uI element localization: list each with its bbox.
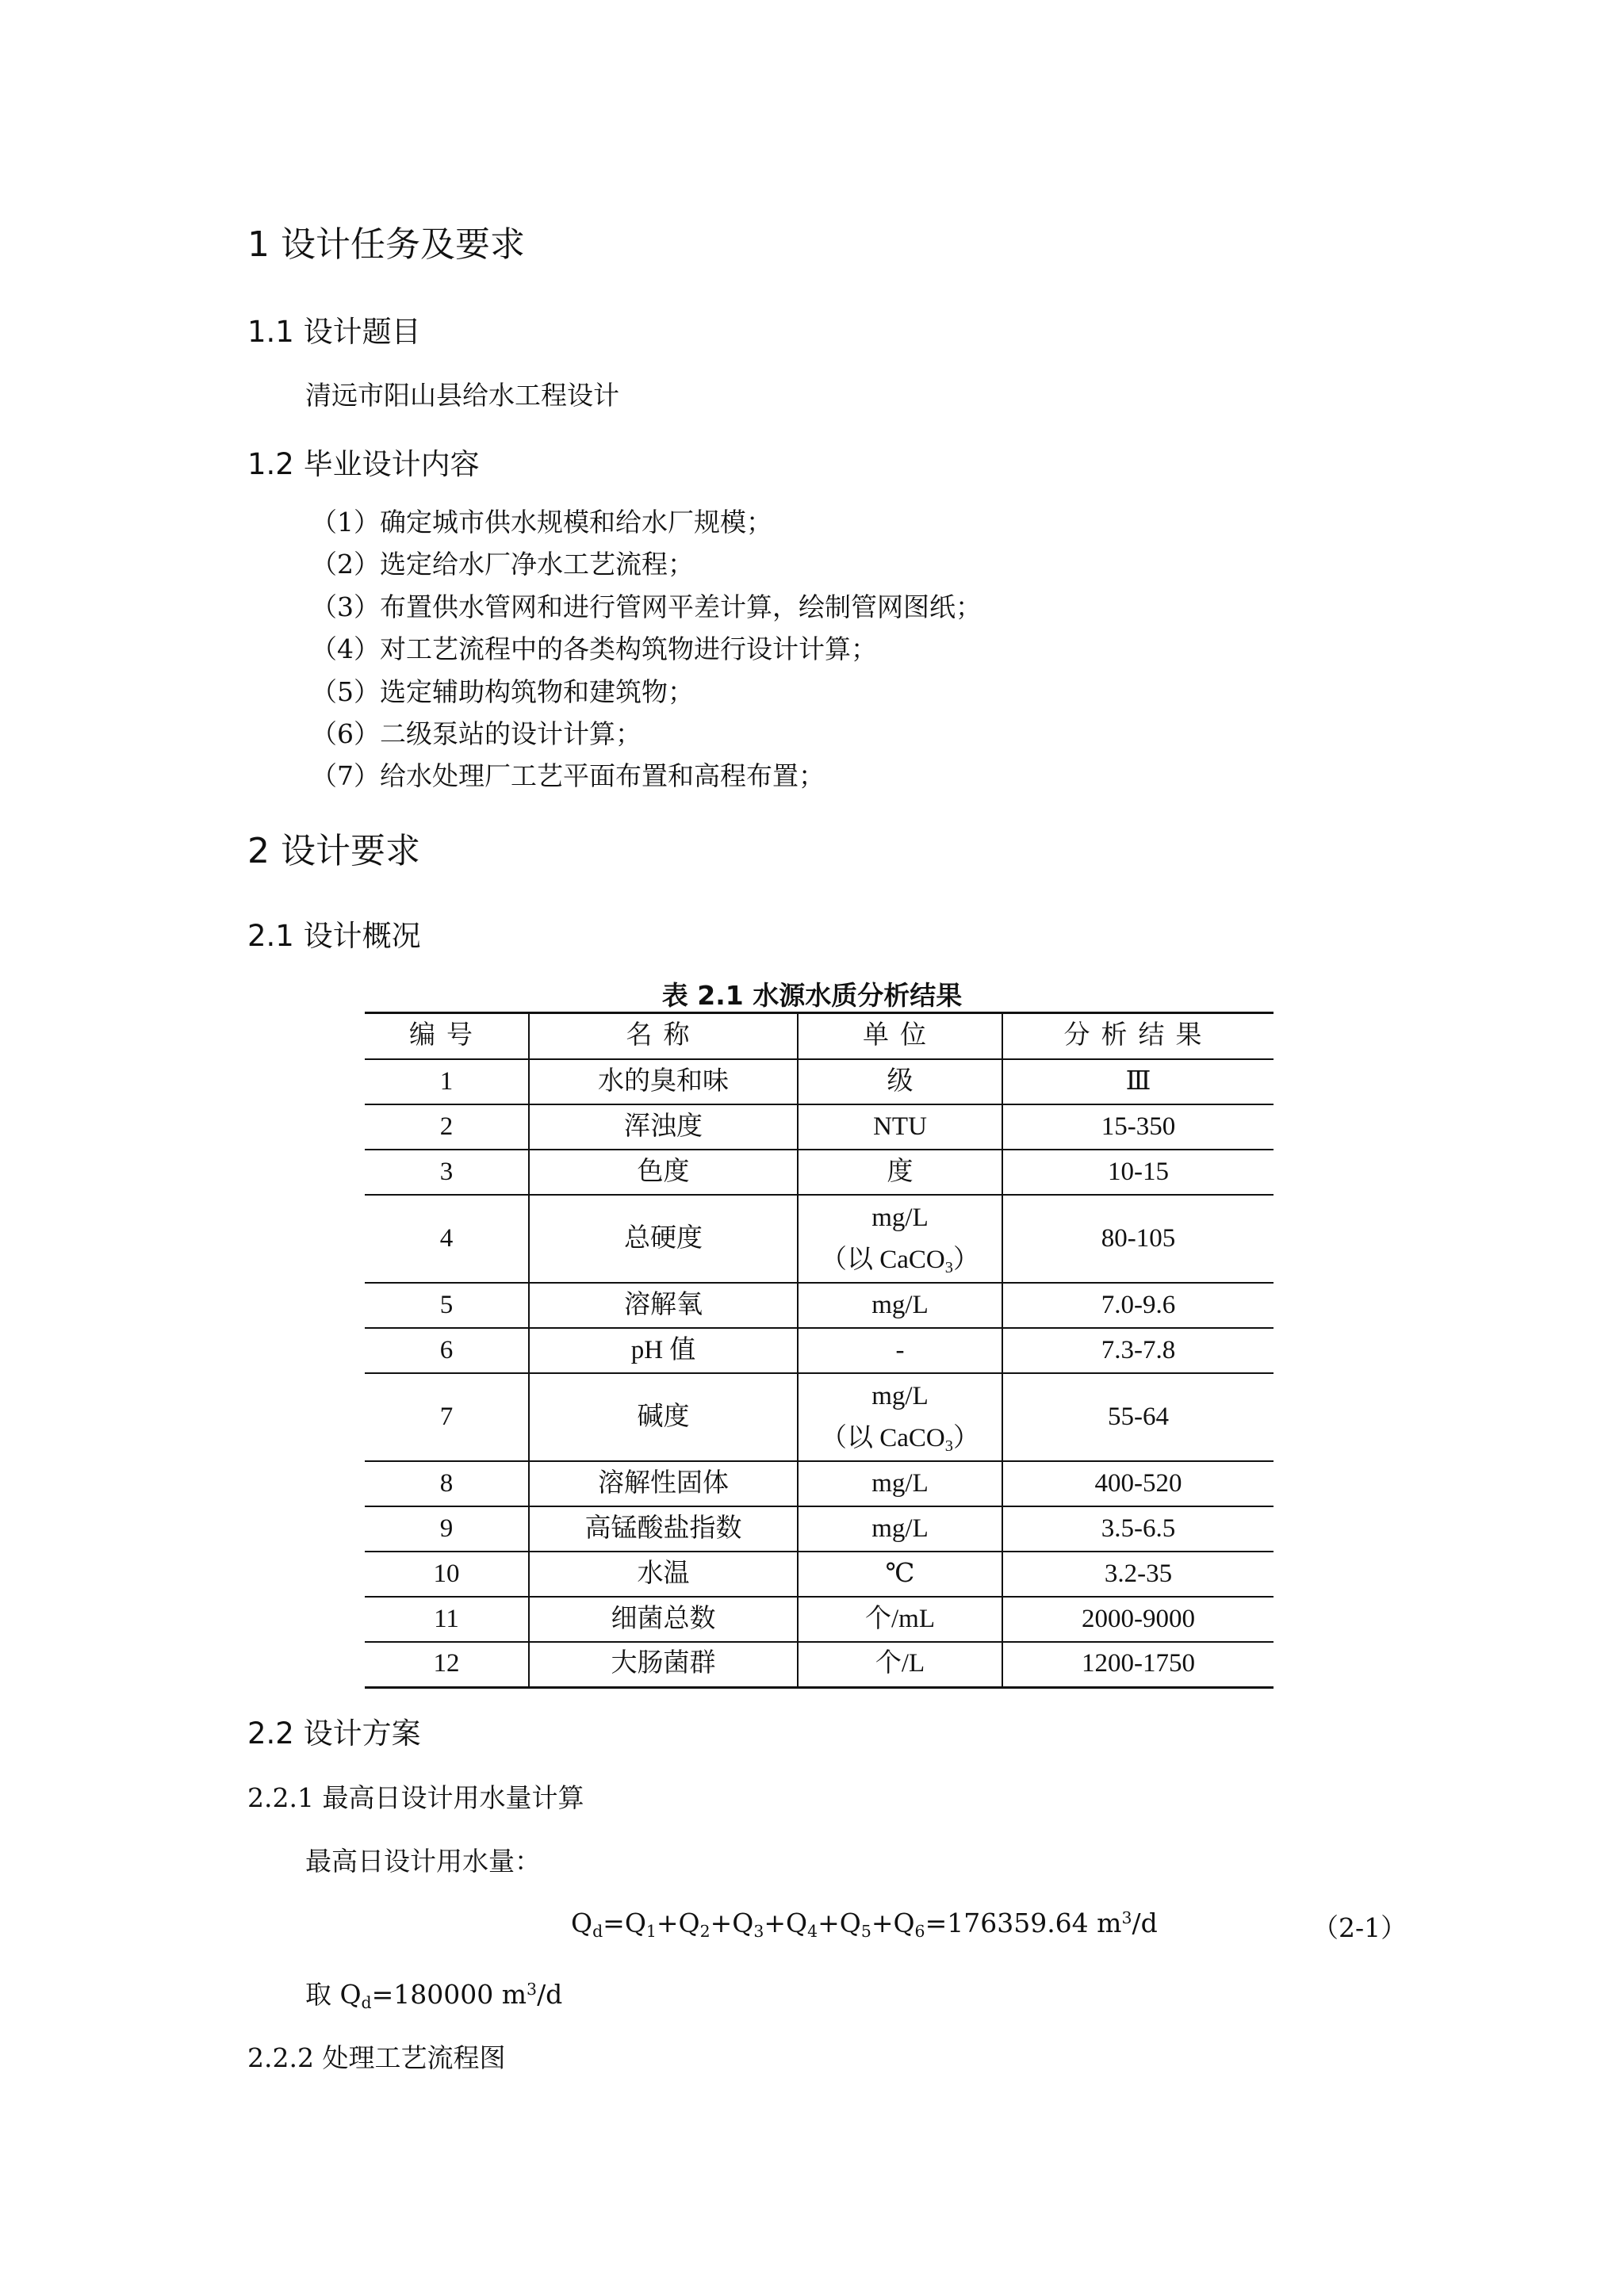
cell-unit: - bbox=[798, 1328, 1002, 1373]
section-2-heading: 2 设计要求 bbox=[247, 831, 420, 871]
list-item: （1）确定城市供水规模和给水厂规模； bbox=[311, 507, 772, 538]
table-header-row bbox=[365, 1013, 1274, 1060]
cell-no: 2 bbox=[439, 1112, 454, 1141]
cell-result: 3.5-6.5 bbox=[1002, 1506, 1274, 1552]
unit-line-2: （以 CaCO$_3$） bbox=[821, 1245, 979, 1276]
cell-result: 2000-9000 bbox=[1002, 1597, 1274, 1642]
table-row bbox=[365, 1373, 1274, 1461]
list-item: （7）给水处理厂工艺平面布置和高程布置； bbox=[311, 760, 825, 792]
cell-unit: ℃ bbox=[798, 1552, 1002, 1597]
table-row bbox=[365, 1461, 1274, 1506]
header-no: 编号 bbox=[409, 1021, 484, 1050]
table-row bbox=[365, 1104, 1274, 1150]
cell-no: 12 bbox=[433, 1649, 460, 1678]
cell-unit: mg/L bbox=[798, 1283, 1002, 1328]
cell-result: 1200-1750 bbox=[1002, 1642, 1274, 1687]
cell-result: 7.3-7.8 bbox=[1002, 1328, 1274, 1373]
cell-unit: mg/L bbox=[798, 1461, 1002, 1506]
design-topic-text: 清远市阳山县给水工程设计 bbox=[305, 380, 619, 411]
section-1-heading: 1 设计任务及要求 bbox=[247, 224, 525, 265]
cell-result: 10-15 bbox=[1002, 1150, 1274, 1195]
list-item: （6）二级泵站的设计计算； bbox=[311, 718, 642, 749]
unit-line-1: mg/L bbox=[871, 1381, 929, 1410]
header-name: 名称 bbox=[529, 1013, 798, 1060]
list-item: （3）布置供水管网和进行管网平差计算，绘制管网图纸； bbox=[311, 591, 982, 622]
cell-unit: 级 bbox=[798, 1059, 1002, 1104]
section-1-1-heading: 1.1 设计题目 bbox=[247, 315, 421, 349]
cell-result: 15-350 bbox=[1002, 1104, 1274, 1150]
cell-result: 80-105 bbox=[1002, 1195, 1274, 1283]
table-row bbox=[365, 1506, 1274, 1552]
section-2-1-heading: 2.1 设计概况 bbox=[247, 919, 421, 953]
header-result: 分析结果 bbox=[1002, 1013, 1274, 1060]
cell-name: 总硬度 bbox=[529, 1195, 798, 1283]
equation-2-1: $Q_d=Q_1+Q_2+Q_3+Q_4+Q_5+Q_6=176359.64$ $m^3/d$ bbox=[571, 1908, 1158, 1942]
cell-no: 10 bbox=[433, 1559, 460, 1588]
cell-name: 溶解性固体 bbox=[529, 1461, 798, 1506]
design-content-list bbox=[311, 501, 982, 798]
unit-line-2: （以 CaCO$_3$） bbox=[821, 1423, 979, 1455]
cell-no: 8 bbox=[439, 1468, 454, 1498]
cell-result: 3.2-35 bbox=[1002, 1552, 1274, 1597]
table-row bbox=[365, 1059, 1274, 1104]
table-row bbox=[365, 1150, 1274, 1195]
cell-unit bbox=[798, 1373, 1002, 1461]
cell-result: 55-64 bbox=[1002, 1373, 1274, 1461]
cell-name: 高锰酸盐指数 bbox=[529, 1506, 798, 1552]
cell-unit: 度 bbox=[798, 1150, 1002, 1195]
table-row bbox=[365, 1328, 1274, 1373]
cell-no: 5 bbox=[439, 1290, 454, 1319]
list-item: （4）对工艺流程中的各类构筑物进行设计计算； bbox=[311, 633, 877, 665]
cell-no: 11 bbox=[434, 1604, 459, 1633]
cell-result: 7.0-9.6 bbox=[1002, 1283, 1274, 1328]
unit-line-1: mg/L bbox=[871, 1203, 929, 1232]
list-item: （2）选定给水厂净水工艺流程； bbox=[311, 549, 694, 580]
water-demand-intro: 最高日设计用水量： bbox=[305, 1846, 541, 1877]
adopted-demand-text: 取 $Q_d=180000$ $m^3/d$ bbox=[305, 1979, 563, 2013]
equation-number: （2-1） bbox=[1312, 1912, 1408, 1943]
table-row bbox=[365, 1597, 1274, 1642]
table-row bbox=[365, 1283, 1274, 1328]
cell-name: 色度 bbox=[529, 1150, 798, 1195]
cell-unit: mg/L bbox=[798, 1506, 1002, 1552]
section-2-2-2-heading: 2.2.2 处理工艺流程图 bbox=[247, 2042, 506, 2073]
section-2-2-heading: 2.2 设计方案 bbox=[247, 1716, 421, 1751]
cell-unit: NTU bbox=[798, 1104, 1002, 1150]
cell-no: 6 bbox=[439, 1335, 454, 1364]
table-row bbox=[365, 1195, 1274, 1283]
cell-unit bbox=[798, 1195, 1002, 1283]
cell-name: 水温 bbox=[529, 1552, 798, 1597]
cell-name: 大肠菌群 bbox=[529, 1642, 798, 1687]
cell-name: 浑浊度 bbox=[529, 1104, 798, 1150]
cell-unit: 个/L bbox=[798, 1642, 1002, 1687]
table-row bbox=[365, 1552, 1274, 1597]
section-1-2-heading: 1.2 毕业设计内容 bbox=[247, 447, 480, 481]
cell-no: 1 bbox=[439, 1066, 454, 1096]
table-caption: 表 2.1 水源水质分析结果 bbox=[661, 980, 963, 1011]
cell-no: 3 bbox=[439, 1157, 454, 1186]
section-2-2-1-heading: 2.2.1 最高日设计用水量计算 bbox=[247, 1782, 584, 1813]
table-row bbox=[365, 1642, 1274, 1687]
cell-name: pH 值 bbox=[529, 1328, 798, 1373]
header-unit: 单位 bbox=[798, 1013, 1002, 1060]
cell-name: 碱度 bbox=[529, 1373, 798, 1461]
cell-unit: 个/mL bbox=[798, 1597, 1002, 1642]
list-item: （5）选定辅助构筑物和建筑物； bbox=[311, 675, 694, 707]
cell-name: 水的臭和味 bbox=[529, 1059, 798, 1104]
cell-no: 7 bbox=[439, 1402, 454, 1431]
cell-result: Ⅲ bbox=[1002, 1059, 1274, 1104]
water-quality-table bbox=[365, 1012, 1274, 1689]
cell-result: 400-520 bbox=[1002, 1461, 1274, 1506]
cell-name: 溶解氧 bbox=[529, 1283, 798, 1328]
cell-no: 9 bbox=[439, 1513, 454, 1543]
cell-name: 细菌总数 bbox=[529, 1597, 798, 1642]
cell-no: 4 bbox=[439, 1223, 454, 1253]
